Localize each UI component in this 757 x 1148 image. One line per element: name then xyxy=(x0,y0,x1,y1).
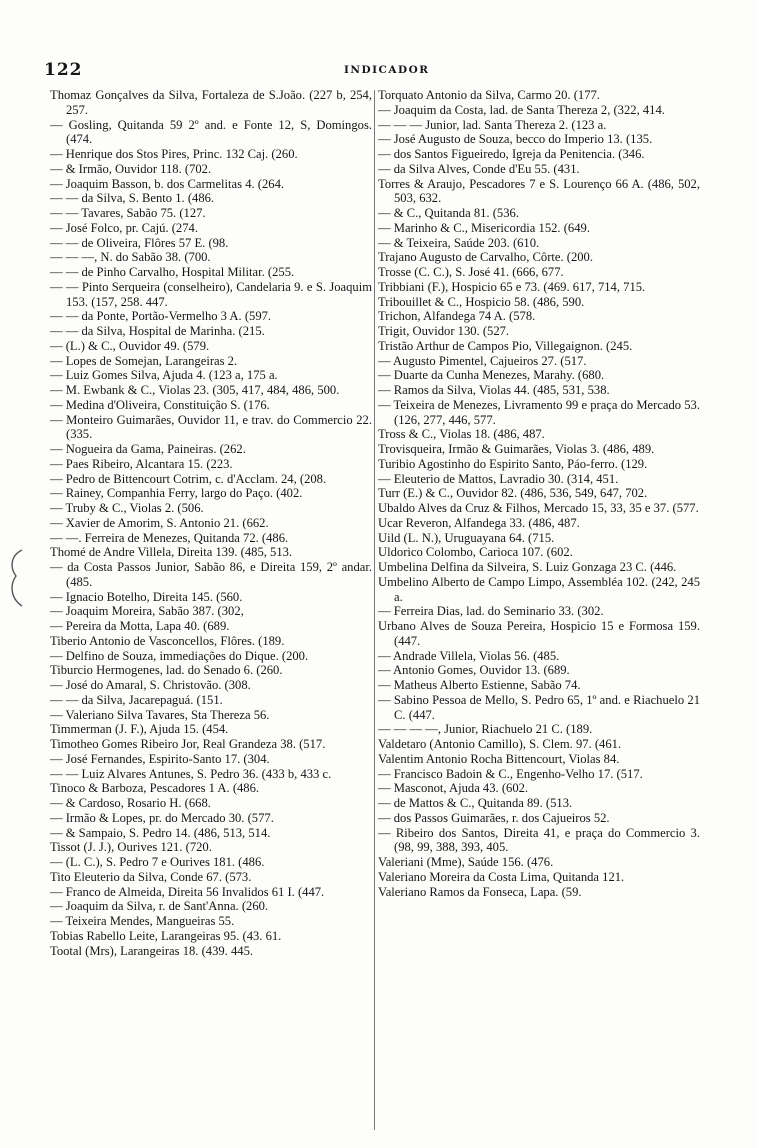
directory-entry: — & Sampaio, S. Pedro 14. (486, 513, 514. xyxy=(50,825,271,840)
directory-entry: Timmerman (J. F.), Ajuda 15. (454. xyxy=(50,722,229,737)
directory-entry: — José Augusto de Souza, becco do Imperio 13. (135. xyxy=(378,132,653,147)
directory-entry: Tissot (J. J.), Ourives 121. (720. xyxy=(50,840,212,855)
directory-entry: — José Fernandes, Espirito-Santo 17. (304. xyxy=(50,751,270,766)
directory-entry: — Pedro de Bittencourt Cotrim, c. d'Acclam. 24, (208. xyxy=(50,471,327,486)
directory-entry: — Delfino de Souza, immediações do Dique. (200. xyxy=(50,648,309,663)
directory-entry: Tristão Arthur de Campos Pio, Villegaignon. (245. xyxy=(378,338,633,353)
directory-entry: — — — Junior, lad. Santa Thereza 2. (123 a. xyxy=(378,117,607,132)
directory-entry: — — Pinto Serqueira (conselheiro), Candelaria 9. e S. Joaquim 153. (157, 258. 447. xyxy=(50,279,372,309)
directory-entry: — Andrade Villela, Violas 56. (485. xyxy=(378,648,560,663)
directory-entry: — Valeriano Silva Tavares, Sta Thereza 56. xyxy=(50,707,270,722)
directory-entry: Valentim Antonio Rocha Bittencourt, Violas 84. xyxy=(378,751,620,766)
directory-entry: Tinoco & Barboza, Pescadores 1 A. (486. xyxy=(50,781,260,796)
directory-entry: Urbano Alves de Souza Pereira, Hospicio 15 e Formosa 159. (447. xyxy=(378,619,700,648)
directory-entry: Turibio Agostinho do Espirito Santo, Páo-ferro. (129. xyxy=(378,456,648,471)
directory-entry: Tobias Rabello Leite, Larangeiras 95. (43. 61. xyxy=(50,928,282,943)
directory-entry: — Pereira da Motta, Lapa 40. (689. xyxy=(50,619,230,633)
directory-entry: Tootal (Mrs), Larangeiras 18. (439. 445. xyxy=(50,943,254,958)
directory-entry: — & C., Quitanda 81. (536. xyxy=(378,206,519,220)
directory-entry: Torres & Araujo, Pescadores 7 e S. Lourenço 66 A. (486, 502, 503, 632. xyxy=(378,176,700,206)
directory-entry: Valeriani (Mme), Saúde 156. (476. xyxy=(378,855,554,869)
directory-entry: — Luiz Gomes Silva, Ajuda 4. (123 a, 175 a. xyxy=(50,368,278,383)
directory-entry: — Joaquim Moreira, Sabão 387. (302, xyxy=(50,604,244,619)
directory-entry: Trigit, Ouvidor 130. (527. xyxy=(378,324,510,338)
directory-entry: — Antonio Gomes, Ouvidor 13. (689. xyxy=(378,663,570,678)
directory-entry: — Ramos da Silva, Violas 44. (485, 531, 538. xyxy=(378,383,610,397)
directory-entry: — Joaquim da Costa, lad. de Santa Thereza 2, (322, 414. xyxy=(378,102,665,117)
directory-entry: — (L.) & C., Ouvidor 49. (579. xyxy=(50,338,210,353)
left-column xyxy=(50,88,372,958)
directory-entry: — & Irmão, Ouvidor 118. (702. xyxy=(50,161,212,176)
directory-entry: — José do Amaral, S. Christovão. (308. xyxy=(50,678,251,692)
directory-entry: Thomé de Andre Villela, Direita 139. (485, 513. xyxy=(50,545,293,560)
directory-entry: Trovisqueira, Irmão & Guimarães, Violas 3. (486, 489. xyxy=(378,442,655,456)
directory-entry: — Teixeira de Menezes, Livramento 99 e praça do Mercado 53. (126, 277, 446, 577. xyxy=(378,397,700,427)
directory-entry: — Rainey, Companhia Ferry, largo do Paço. (402. xyxy=(50,486,303,501)
directory-entry: Ucar Reveron, Alfandega 33. (486, 487. xyxy=(378,515,580,530)
directory-entry: — Sabino Pessoa de Mello, S. Pedro 65, 1º and. e Riachuelo 21 C. (447. xyxy=(378,692,700,722)
directory-entry: — —. Ferreira de Menezes, Quitanda 72. (486. xyxy=(50,530,289,545)
directory-entry: — Teixeira Mendes, Mangueiras 55. xyxy=(50,914,235,928)
page-header xyxy=(44,60,744,82)
directory-entry: — — da Silva, Hospital de Marinha. (215. xyxy=(50,324,265,338)
directory-entry: — Ferreira Dias, lad. do Seminario 33. (302. xyxy=(378,604,604,619)
column-divider xyxy=(374,90,375,1130)
directory-entry: — José Folco, pr. Cajú. (274. xyxy=(50,220,198,235)
directory-entry: — Henrique dos Stos Pires, Princ. 132 Caj. (260. xyxy=(50,147,298,161)
directory-entry: — M. Ewbank & C., Violas 23. (305, 417, 484, 486, 500. xyxy=(50,383,340,397)
directory-entry: — — Luiz Alvares Antunes, S. Pedro 36. (433 b, 433 c. xyxy=(50,766,332,781)
directory-entry: — & Cardoso, Rosario H. (668. xyxy=(50,796,211,810)
directory-entry: Trichon, Alfandega 74 A. (578. xyxy=(378,309,536,324)
directory-entry: — — da Ponte, Portão-Vermelho 3 A. (597. xyxy=(50,309,272,324)
directory-entry: — Matheus Alberto Estienne, Sabão 74. xyxy=(378,678,581,692)
directory-entry: — & Teixeira, Saúde 203. (610. xyxy=(378,235,540,250)
directory-entry: — — de Oliveira, Flôres 57 E. (98. xyxy=(50,235,229,250)
directory-entry: Valeriano Moreira da Costa Lima, Quitanda 121. xyxy=(378,869,625,884)
directory-entry: — Monteiro Guimarães, Ouvidor 11, e trav. do Commercio 22. (335. xyxy=(50,412,372,442)
directory-entry: Ubaldo Alves da Cruz & Filhos, Mercado 15, 33, 35 e 37. (577. xyxy=(378,501,699,515)
directory-entry: — Ignacio Botelho, Direita 145. (560. xyxy=(50,589,243,604)
directory-entry: Timotheo Gomes Ribeiro Jor, Real Grandeza 38. (517. xyxy=(50,737,326,751)
directory-entry: Thomaz Gonçalves da Silva, Fortaleza de S.João. (227 b, 254, 257. xyxy=(50,88,372,117)
directory-entry: — — de Pinho Carvalho, Hospital Militar. (255. xyxy=(50,265,295,279)
directory-entry: — da Silva Alves, Conde d'Eu 55. (431. xyxy=(378,161,580,176)
margin-bracket-mark xyxy=(4,548,26,608)
directory-entry: Tiberio Antonio de Vasconcellos, Flôres. (189. xyxy=(50,633,285,648)
directory-entry: — Eleuterio de Mattos, Lavradio 30. (314, 451. xyxy=(378,471,619,486)
directory-entry: Tiburcio Hermogenes, lad. do Senado 6. (260. xyxy=(50,663,283,678)
directory-entry: — Augusto Pimentel, Cajueiros 27. (517. xyxy=(378,353,587,368)
directory-entry: — da Costa Passos Junior, Sabão 86, e Direita 159, 2º andar. (485. xyxy=(50,560,372,589)
directory-entry: — Franco de Almeida, Direita 56 Invalidos 61 I. (447. xyxy=(50,884,325,899)
directory-entry: — Ribeiro dos Santos, Direita 41, e praça do Commercio 3. (98, 99, 388, 393, 405. xyxy=(378,825,700,855)
running-title: INDICADOR xyxy=(344,64,430,76)
directory-entry: Tribbiani (F.), Hospicio 65 e 73. (469. 617, 714, 715. xyxy=(378,279,646,294)
directory-entry: — Masconot, Ajuda 43. (602. xyxy=(378,781,529,796)
right-column xyxy=(378,88,700,899)
directory-entry: — dos Santos Figueiredo, Igreja da Penitencia. (346. xyxy=(378,147,645,161)
directory-entry: — dos Passos Guimarães, r. dos Cajueiros 52. xyxy=(378,810,610,825)
directory-entry: Tito Eleuterio da Silva, Conde 67. (573. xyxy=(50,869,252,884)
directory-entry: — Joaquim da Silva, r. de Sant'Anna. (260. xyxy=(50,899,269,914)
directory-entry: — Medina d'Oliveira, Constituição S. (176. xyxy=(50,397,270,412)
directory-entry: — Irmão & Lopes, pr. do Mercado 30. (577. xyxy=(50,810,274,825)
directory-entry: — (L. C.), S. Pedro 7 e Ourives 181. (486. xyxy=(50,855,265,869)
directory-entry: — — da Silva, Jacarepaguá. (151. xyxy=(50,692,223,707)
directory-entry: — Paes Ribeiro, Alcantara 15. (223. xyxy=(50,456,233,471)
directory-entry: — Joaquim Basson, b. dos Carmelitas 4. (264. xyxy=(50,176,285,191)
directory-entry: Uild (L. N.), Uruguayana 64. (715. xyxy=(378,530,555,545)
directory-entry: Turr (E.) & C., Ouvidor 82. (486, 536, 549, 647, 702. xyxy=(378,486,648,501)
directory-entry: Umbelina Delfina da Silveira, S. Luiz Gonzaga 23 C. (446. xyxy=(378,560,677,574)
directory-entry: — — — —, Junior, Riachuelo 21 C. (189. xyxy=(378,722,593,737)
directory-entry: Valeriano Ramos da Fonseca, Lapa. (59. xyxy=(378,884,582,899)
directory-entry: — Truby & C., Violas 2. (506. xyxy=(50,501,204,515)
directory-entry: — de Mattos & C., Quitanda 89. (513. xyxy=(378,796,573,810)
directory-entry: Uldorico Colombo, Carioca 107. (602. xyxy=(378,545,573,560)
directory-entry: — Nogueira da Gama, Paineiras. (262. xyxy=(50,442,246,456)
directory-entry: — — Tavares, Sabão 75. (127. xyxy=(50,206,206,220)
directory-entry: Tross & C., Violas 18. (486, 487. xyxy=(378,427,545,442)
directory-entry: — — —, N. do Sabão 38. (700. xyxy=(50,250,211,265)
directory-entry: — Lopes de Somejan, Larangeiras 2. xyxy=(50,353,238,368)
page-number: 122 xyxy=(44,60,83,80)
directory-entry: Trajano Augusto de Carvalho, Côrte. (200. xyxy=(378,250,594,265)
directory-entry: Tribouillet & C., Hospicio 58. (486, 590. xyxy=(378,294,585,309)
directory-entry: — Marinho & C., Misericordia 152. (649. xyxy=(378,220,590,235)
directory-entry: — Gosling, Quitanda 59 2º and. e Fonte 12, S, Domingos. (474. xyxy=(50,117,372,147)
directory-entry: — Duarte da Cunha Menezes, Marahy. (680. xyxy=(378,368,605,383)
directory-entry: — Xavier de Amorim, S. Antonio 21. (662. xyxy=(50,515,269,530)
directory-entry: — — da Silva, S. Bento 1. (486. xyxy=(50,191,215,206)
directory-entry: Torquato Antonio da Silva, Carmo 20. (177. xyxy=(378,88,600,102)
directory-entry: — Francisco Badoin & C., Engenho-Velho 17. (517. xyxy=(378,766,643,781)
directory-entry: Valdetaro (Antonio Camillo), S. Clem. 97. (461. xyxy=(378,737,622,751)
directory-entry: Umbelino Alberto de Campo Limpo, Assembléa 102. (242, 245 a. xyxy=(378,574,700,604)
directory-entry: Trosse (C. C.), S. José 41. (666, 677. xyxy=(378,265,564,279)
